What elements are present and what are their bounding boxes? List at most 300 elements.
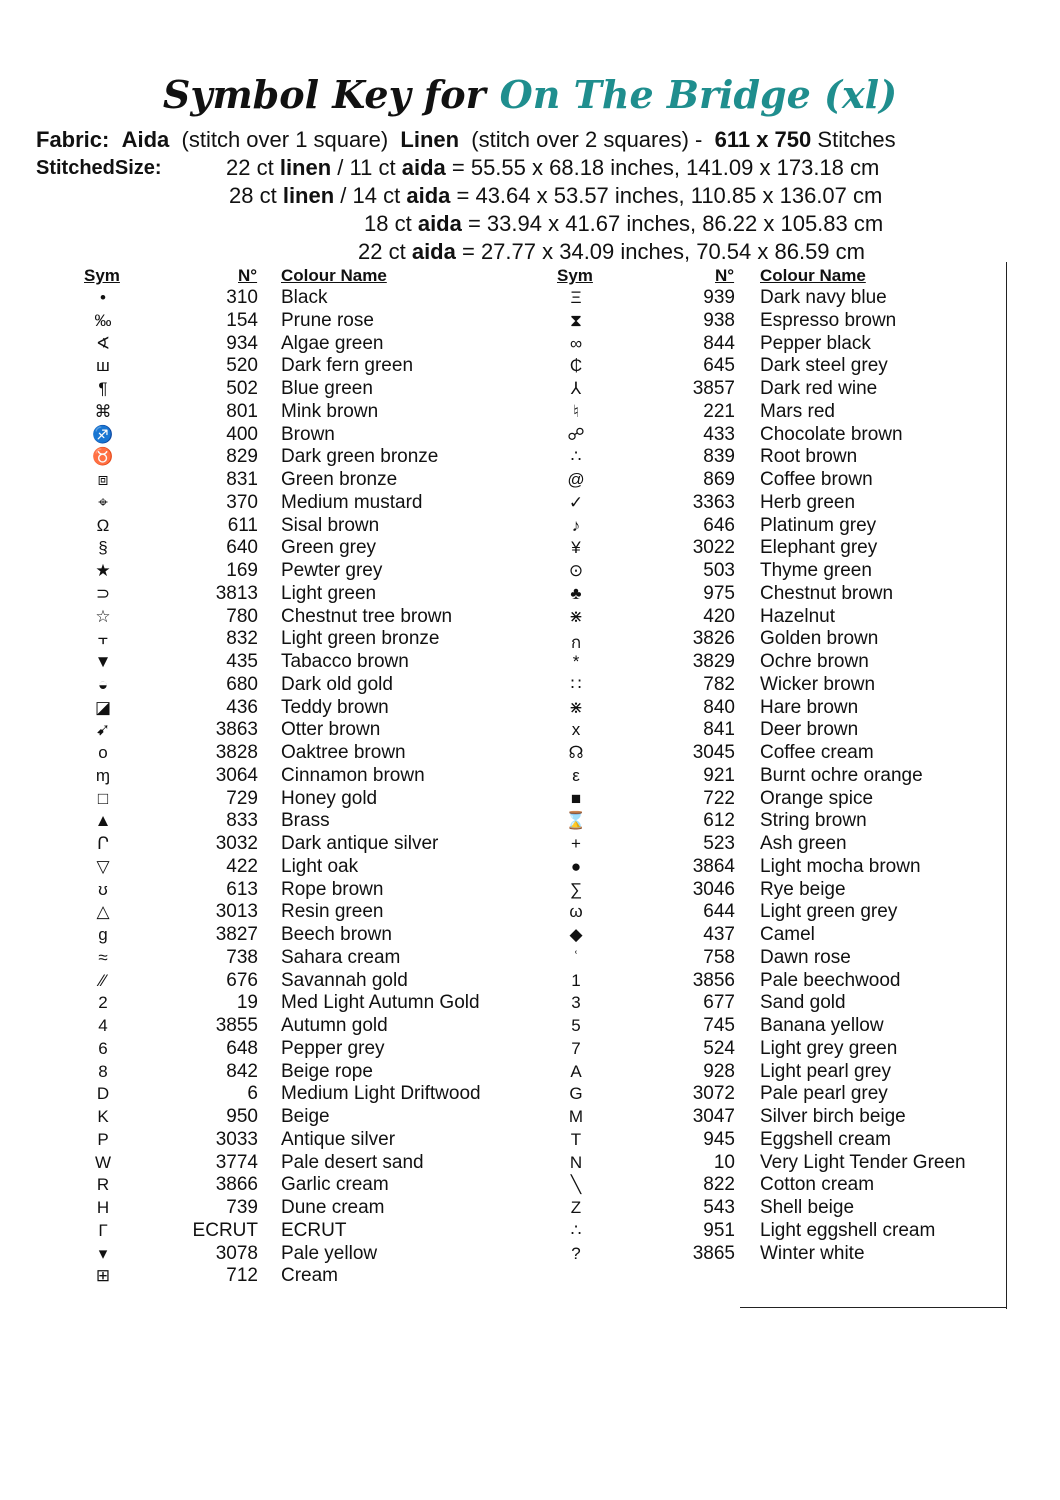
symbol-glyph: ★	[95, 561, 111, 580]
colour-name: Dark green bronze	[281, 446, 439, 468]
colour-name: Light green	[281, 582, 377, 604]
thread-number: 3855	[215, 1015, 258, 1036]
thread-number: 938	[703, 309, 735, 331]
page-title	[0, 72, 1060, 117]
key-row	[0, 651, 1060, 674]
colour-name: Cinnamon brown	[281, 764, 425, 786]
symbol-glyph: ≈	[98, 947, 108, 967]
thread-number: 945	[703, 1128, 735, 1150]
thread-number: 3774	[215, 1151, 258, 1173]
colour-name: Burnt ochre orange	[760, 764, 923, 786]
title-prefix: Symbol Key for	[162, 72, 486, 117]
symbol-glyph: ➹	[95, 720, 111, 740]
symbol-glyph: ▾	[98, 1243, 108, 1263]
colour-name: Dark antique silver	[281, 833, 439, 854]
key-row	[0, 287, 1060, 310]
symbol-glyph: H	[96, 1198, 110, 1217]
fabric-linen-note: (stitch over 2 squares) -	[471, 127, 703, 152]
size-fabric: aida	[411, 239, 456, 264]
symbol-glyph: ∢	[95, 333, 111, 353]
size-dims: = 27.77 x 34.09 inches, 70.54 x 86.59 cm	[461, 239, 865, 264]
thread-number: 10	[713, 1151, 735, 1173]
key-row	[0, 606, 1060, 629]
size-count: 22 ct	[226, 155, 274, 180]
colour-name: Hare brown	[760, 696, 859, 718]
symbol-glyph: ⌖	[98, 492, 108, 512]
thread-number: 840	[703, 696, 735, 718]
thread-number: 801	[226, 400, 258, 422]
key-row	[0, 1061, 1060, 1084]
symbol-glyph: A	[570, 1061, 582, 1081]
thread-number: 839	[703, 446, 735, 468]
symbol-glyph: G	[569, 1084, 583, 1104]
symbol-glyph: ⁄⁄	[100, 970, 106, 990]
thread-number: 645	[703, 355, 735, 377]
colour-name: Honey gold	[281, 787, 378, 809]
symbol-glyph: Z	[570, 1198, 582, 1217]
symbol-glyph: ш	[96, 356, 110, 376]
thread-number: 523	[703, 833, 735, 854]
colour-name: Light green bronze	[281, 628, 440, 650]
colour-name: Dawn rose	[760, 946, 851, 968]
colour-name: Green bronze	[281, 469, 398, 490]
thread-number: 842	[226, 1060, 258, 1082]
symbol-glyph: T	[570, 1129, 582, 1149]
colour-name: Savannah gold	[281, 969, 408, 991]
colour-name: Elephant grey	[760, 537, 878, 559]
thread-number: 370	[226, 491, 258, 513]
symbol-glyph: o	[98, 743, 108, 762]
symbol-glyph: ⫟	[97, 629, 109, 649]
size-line-2	[229, 183, 882, 209]
header-num-right: N°	[715, 266, 735, 285]
size-count: 28 ct	[229, 183, 277, 208]
colour-name: Banana yellow	[760, 1015, 884, 1036]
thread-number: 677	[703, 992, 735, 1014]
key-row	[0, 628, 1060, 651]
thread-number: 832	[226, 628, 258, 650]
colour-name: Platinum grey	[760, 514, 877, 536]
symbol-glyph: Ω	[96, 515, 110, 535]
size-dims: = 33.94 x 41.67 inches, 86.22 x 105.83 cm	[461, 211, 884, 236]
thread-number: 646	[703, 514, 735, 536]
symbol-glyph: ☊	[568, 743, 584, 762]
symbol-glyph: +	[571, 834, 581, 853]
symbol-glyph: g	[98, 925, 108, 944]
colour-name: Pepper grey	[281, 1037, 385, 1059]
header-sym-right: Sym	[557, 266, 593, 285]
key-row	[0, 333, 1060, 356]
thread-number: 3064	[215, 764, 258, 786]
header-sym-left: Sym	[84, 266, 120, 285]
size-fabric: linen	[279, 155, 332, 180]
thread-number: 841	[703, 719, 735, 741]
thread-number: 613	[226, 878, 258, 900]
thread-number: 433	[703, 423, 735, 445]
thread-number: 729	[226, 787, 258, 809]
key-row	[0, 401, 1060, 424]
colour-name: Pale beechwood	[760, 969, 901, 991]
thread-number: 310	[226, 287, 258, 308]
colour-name: Rope brown	[281, 878, 384, 900]
colour-name: Orange spice	[760, 787, 874, 809]
colour-name: Teddy brown	[281, 696, 389, 718]
size-line-1	[226, 155, 879, 181]
symbol-glyph: ◒	[97, 674, 109, 694]
key-row	[0, 1129, 1060, 1152]
thread-number: 3829	[692, 651, 735, 672]
thread-number: 831	[226, 469, 258, 490]
colour-name: Light grey green	[760, 1037, 898, 1059]
thread-number: 975	[703, 582, 735, 604]
key-row	[0, 765, 1060, 788]
key-row	[0, 424, 1060, 447]
thread-number: 3865	[692, 1242, 735, 1264]
colour-name: Pepper black	[760, 332, 871, 354]
colour-name: Light mocha brown	[760, 855, 921, 877]
symbol-glyph: 6	[98, 1038, 108, 1058]
symbol-glyph: ¥	[571, 538, 581, 558]
symbol-glyph: ◪	[94, 697, 112, 717]
symbol-glyph: ⋇	[568, 697, 584, 717]
key-row	[0, 583, 1060, 606]
key-row	[0, 970, 1060, 993]
key-row	[0, 355, 1060, 378]
symbol-glyph: ∷	[570, 674, 582, 694]
colour-name: Oaktree brown	[281, 742, 406, 763]
size-sep: / 11 ct	[337, 155, 396, 180]
colour-name: Garlic cream	[281, 1174, 389, 1196]
key-row	[0, 1038, 1060, 1061]
symbol-glyph: Ξ	[570, 288, 582, 307]
symbol-glyph: ■	[570, 788, 582, 808]
size-fabric-b: aida	[401, 155, 446, 180]
thread-number: 3813	[215, 582, 258, 604]
symbol-glyph: K	[97, 1107, 109, 1126]
colour-name: Shell beige	[760, 1197, 855, 1218]
colour-name: Coffee brown	[760, 469, 873, 490]
fabric-stitches-word: Stitches	[817, 127, 896, 152]
thread-number: 420	[703, 605, 735, 627]
key-row	[0, 788, 1060, 811]
symbol-glyph: ╲	[570, 1175, 582, 1195]
colour-name: Camel	[760, 924, 815, 945]
right-key-column	[0, 287, 1060, 1265]
symbol-glyph: W	[94, 1152, 112, 1172]
symbol-glyph: M	[568, 1107, 584, 1126]
symbol-glyph: 1	[571, 970, 581, 990]
size-count: 18 ct	[364, 211, 412, 236]
thread-number: 436	[226, 696, 258, 718]
thread-number: 612	[703, 810, 735, 832]
thread-number: 3072	[692, 1083, 735, 1105]
colour-name: Antique silver	[281, 1128, 396, 1150]
size-line-4	[358, 239, 865, 265]
colour-name: Golden brown	[760, 628, 879, 650]
thread-number: 3864	[692, 855, 735, 877]
colour-name: Very Light Tender Green	[760, 1151, 966, 1173]
thread-number: 3022	[692, 537, 735, 559]
thread-number: 950	[226, 1106, 258, 1127]
symbol-glyph: ∴	[570, 1220, 582, 1240]
colour-name: Beech brown	[281, 924, 392, 945]
symbol-glyph: □	[97, 788, 109, 808]
key-row	[0, 1015, 1060, 1038]
thread-number: 520	[226, 355, 258, 377]
colour-name: Light eggshell cream	[760, 1219, 936, 1241]
thread-number: 758	[703, 946, 735, 968]
colour-name: Black	[281, 287, 328, 308]
symbol-glyph: Ր	[97, 834, 109, 853]
colour-name: Blue green	[281, 378, 373, 399]
key-row	[0, 810, 1060, 833]
size-dims: = 43.64 x 53.57 inches, 110.85 x 136.07 cm	[456, 183, 883, 208]
symbol-glyph: ⊃	[95, 583, 111, 603]
thread-number: 435	[226, 651, 258, 672]
symbol-glyph: @	[567, 470, 585, 489]
thread-number: 782	[703, 673, 735, 695]
symbol-glyph: Γ	[98, 1220, 108, 1240]
key-row	[0, 697, 1060, 720]
colour-name: Dark old gold	[281, 673, 393, 695]
colour-name: Green grey	[281, 537, 377, 559]
colour-name: Eggshell cream	[760, 1128, 891, 1150]
colour-name: Coffee cream	[760, 742, 874, 763]
colour-name: Beige rope	[281, 1060, 373, 1082]
colour-name: Pale yellow	[281, 1242, 378, 1264]
thread-number: 822	[703, 1174, 735, 1196]
symbol-glyph: 4	[98, 1016, 108, 1035]
key-row	[0, 446, 1060, 469]
colour-name: Sand gold	[760, 992, 846, 1014]
symbol-glyph: 3	[571, 993, 581, 1013]
symbol-glyph: ♣	[570, 583, 582, 603]
symbol-glyph: *	[572, 652, 580, 671]
size-line-3	[364, 211, 883, 237]
thread-number: 939	[703, 287, 735, 308]
colour-name: Silver birch beige	[760, 1106, 906, 1127]
key-row	[0, 1106, 1060, 1129]
thread-number: 422	[226, 855, 258, 877]
thread-number: 3078	[215, 1242, 258, 1264]
symbol-glyph: ¶	[98, 379, 108, 398]
symbol-glyph: ◆	[569, 925, 583, 944]
fabric-label: Fabric:	[36, 127, 110, 152]
header-name-left: Colour Name	[281, 266, 387, 285]
symbol-glyph: ✓	[568, 492, 584, 512]
key-row	[0, 674, 1060, 697]
size-fabric: aida	[417, 211, 462, 236]
colour-name: Dark navy blue	[760, 287, 887, 308]
key-row	[0, 1174, 1060, 1197]
thread-number: 400	[226, 423, 258, 445]
thread-number: 745	[703, 1015, 735, 1036]
thread-number: 503	[703, 560, 735, 581]
thread-number: 648	[226, 1037, 258, 1059]
fabric-line	[36, 127, 896, 153]
thread-number: 3827	[215, 924, 258, 945]
thread-number: 833	[226, 810, 258, 832]
colour-name: Beige	[281, 1106, 330, 1127]
thread-number: 3826	[692, 628, 735, 650]
key-row	[0, 856, 1060, 879]
colour-name: Chestnut brown	[760, 582, 894, 604]
symbol-glyph: ₵	[569, 356, 583, 376]
symbol-glyph: ε	[572, 765, 580, 785]
symbol-glyph: 5	[571, 1016, 581, 1035]
symbol-glyph: 8	[98, 1061, 108, 1081]
thread-number: 951	[703, 1219, 735, 1241]
symbol-glyph: R	[96, 1175, 110, 1195]
thread-number: 921	[703, 764, 735, 786]
fabric-linen: Linen	[400, 127, 460, 152]
colour-name: Mink brown	[281, 400, 379, 422]
thread-number: 644	[703, 901, 735, 923]
header-name-right: Colour Name	[760, 266, 866, 285]
key-row	[0, 901, 1060, 924]
colour-name: Brass	[281, 810, 330, 832]
symbol-glyph: ʊ	[98, 879, 108, 899]
thread-number: 19	[236, 992, 258, 1014]
colour-name: Dark steel grey	[760, 355, 888, 377]
thread-number: 3033	[215, 1128, 258, 1150]
symbol-glyph: x	[571, 720, 581, 740]
colour-name: Resin green	[281, 901, 384, 923]
thread-number: 3013	[215, 901, 258, 923]
symbol-glyph: ⌘	[94, 401, 112, 421]
symbol-glyph: ☍	[567, 424, 585, 444]
thread-number: 221	[703, 400, 735, 422]
colour-name: Tabacco brown	[281, 651, 409, 672]
symbol-glyph: ♉	[92, 447, 114, 467]
symbol-glyph: ⧈	[97, 470, 109, 489]
symbol-glyph: ⊞	[95, 1266, 111, 1286]
key-row	[0, 1265, 1060, 1288]
key-row	[0, 537, 1060, 560]
right-border-line	[1006, 262, 1007, 1309]
key-row	[0, 515, 1060, 538]
symbol-glyph: ▽	[96, 856, 110, 876]
key-row	[0, 947, 1060, 970]
thread-number: 738	[226, 946, 258, 968]
key-row	[0, 378, 1060, 401]
thread-number: 502	[226, 378, 258, 399]
colour-name: Medium mustard	[281, 491, 423, 513]
key-row	[0, 833, 1060, 856]
thread-number: 3363	[692, 491, 735, 513]
thread-number: 3045	[692, 742, 735, 763]
fabric-aida-note: (stitch over 1 square)	[181, 127, 389, 152]
symbol-glyph: ∴	[570, 447, 582, 467]
symbol-glyph: ♮	[572, 401, 580, 421]
thread-number: 934	[226, 332, 258, 354]
symbol-glyph: ▲	[94, 811, 112, 831]
symbol-glyph: ‰	[94, 310, 112, 330]
symbol-glyph: ⊙	[568, 561, 584, 580]
colour-name: Sahara cream	[281, 946, 401, 968]
symbol-glyph: §	[98, 538, 108, 558]
colour-name: Thyme green	[760, 560, 872, 581]
thread-number: 6	[247, 1083, 258, 1105]
thread-number: 869	[703, 469, 735, 490]
header-num-left: N°	[238, 266, 258, 285]
colour-name: Herb green	[760, 491, 856, 513]
symbol-glyph: ก	[570, 633, 582, 653]
colour-name: Winter white	[760, 1242, 865, 1264]
colour-name: Light green grey	[760, 901, 898, 923]
colour-name: Chocolate brown	[760, 423, 903, 445]
colour-name: Cotton cream	[760, 1174, 875, 1196]
colour-name: Espresso brown	[760, 309, 897, 331]
size-fabric: linen	[282, 183, 335, 208]
symbol-glyph: ♪	[571, 515, 581, 535]
thread-number: 3857	[692, 378, 735, 399]
thread-number: 928	[703, 1060, 735, 1082]
thread-number: 680	[226, 673, 258, 695]
thread-number: 3863	[215, 719, 258, 741]
symbol-glyph: ●	[570, 856, 582, 876]
colour-name: Autumn gold	[281, 1015, 388, 1036]
thread-number: 524	[703, 1037, 735, 1059]
symbol-glyph: ♐	[92, 424, 114, 444]
thread-number: 3047	[692, 1106, 735, 1127]
key-row	[0, 310, 1060, 333]
colour-name: Dune cream	[281, 1197, 385, 1218]
size-count: 22 ct	[358, 239, 406, 264]
key-row	[0, 1243, 1060, 1266]
bottom-rule	[740, 1307, 1007, 1308]
key-row	[0, 992, 1060, 1015]
thread-number: 3856	[692, 969, 735, 991]
symbol-glyph: D	[96, 1084, 110, 1104]
symbol-glyph: ∑	[569, 879, 583, 899]
symbol-glyph: ∞	[569, 333, 583, 353]
size-dims: = 55.55 x 68.18 inches, 141.09 x 173.18 cm	[451, 155, 880, 180]
thread-number: 722	[703, 787, 735, 809]
key-row	[0, 492, 1060, 515]
symbol-glyph: ⧗	[570, 310, 582, 330]
fabric-aida: Aida	[121, 127, 170, 152]
thread-number: 3046	[692, 878, 735, 900]
colour-name: Brown	[281, 423, 335, 445]
key-row	[0, 1152, 1060, 1175]
colour-name: Ash green	[760, 833, 847, 854]
symbol-glyph: ω	[569, 902, 583, 922]
colour-name: Root brown	[760, 446, 858, 468]
colour-name: Dark red wine	[760, 378, 878, 399]
fabric-stitches: 611 x 750	[714, 127, 812, 152]
thread-number: 3828	[215, 742, 258, 763]
colour-name: Pale desert sand	[281, 1151, 424, 1173]
colour-name: Light pearl grey	[760, 1060, 891, 1082]
colour-name: Mars red	[760, 400, 835, 422]
colour-name: Sisal brown	[281, 514, 380, 536]
colour-name: Light oak	[281, 855, 359, 877]
colour-name: Cream	[281, 1265, 339, 1287]
thread-number: 3866	[215, 1174, 258, 1196]
symbol-glyph: P	[97, 1129, 109, 1149]
symbol-glyph: ɱ	[95, 765, 111, 785]
colour-name: String brown	[760, 810, 867, 832]
symbol-glyph: ▼	[94, 652, 112, 671]
thread-number: 640	[226, 537, 258, 559]
symbol-glyph: •	[100, 288, 106, 307]
pattern-name: On The Bridge (xl)	[499, 72, 898, 117]
symbol-glyph: ⌛	[565, 811, 587, 831]
size-fabric-b: aida	[406, 183, 451, 208]
thread-number: 437	[703, 924, 735, 945]
thread-number: 543	[703, 1197, 735, 1218]
